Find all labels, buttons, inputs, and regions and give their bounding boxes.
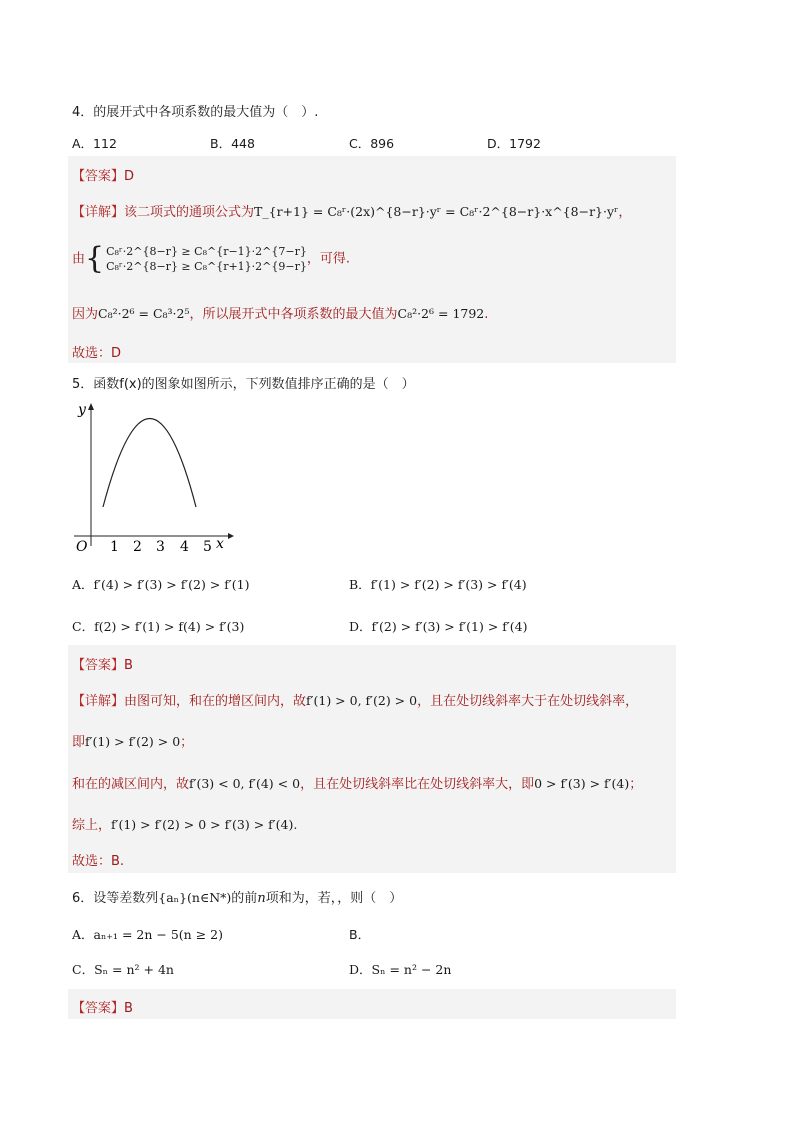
q4-detail-line3 — [72, 303, 488, 322]
q5-detail3-math: f′(3) < 0, f′(4) < 0 — [189, 776, 301, 791]
x-tick-3: 3 — [156, 539, 165, 555]
q5-detail-tag: 【详解】 — [72, 694, 125, 709]
q4-conclusion: 故选：D — [72, 346, 122, 361]
q5-option-a: A．f′(4) > f′(3) > f′(2) > f′(1) — [72, 577, 250, 592]
q5-detail4-prefix: 综上， — [72, 818, 112, 833]
q4-answer-value: D — [124, 169, 135, 184]
q5-detail-line4 — [72, 814, 297, 833]
q4-solution-box — [68, 156, 676, 363]
q5-detail-line2 — [72, 731, 193, 750]
q5-detail-line3 — [72, 773, 642, 792]
q4-general-term-formula: T_{r+1} = C₈ʳ·(2x)^{8−r}·yʳ = C₈ʳ·2^{8−r}·x^{8−r}·yʳ — [254, 204, 619, 219]
q5-detail3-text: 和在的减区间内，故 — [72, 777, 190, 792]
q5-detail1-tail: ，且在处切线斜率大于在处切线斜率， — [417, 694, 639, 709]
q5-option-c: C．f(2) > f′(1) > f(4) > f′(3) — [72, 619, 245, 634]
q4-detail3-end: . — [484, 307, 489, 322]
q6-answer-value: B — [124, 1001, 133, 1016]
q6-stem — [72, 887, 402, 906]
x-tick-1: 1 — [110, 539, 119, 555]
function-curve — [103, 419, 196, 508]
q4-option-a: A．112 — [72, 136, 117, 151]
q5-detail3-mid: ，且在处切线斜率比在处切线斜率大，即 — [300, 777, 535, 792]
q6-solution-box — [68, 989, 676, 1019]
q5-answer — [72, 654, 133, 673]
q4-inequality-1: C₈ʳ·2^{8−r} ≥ C₈^{r−1}·2^{7−r} — [106, 245, 307, 258]
q4-detail3-value: C₈²·2⁶ = 1792 — [397, 306, 485, 321]
q6-answer — [72, 997, 133, 1016]
q4-detail-tag: 【详解】 — [72, 205, 125, 220]
q5-detail3-math2: 0 > f′(3) > f′(4) — [534, 776, 630, 791]
q4-detail2-suffix: ，可得. — [306, 251, 350, 267]
q4-detail3-text: ，所以展开式中各项系数的最大值为 — [189, 307, 398, 322]
q6-option-d: D．Sₙ = n² − 2n — [349, 962, 452, 977]
x-axis-label: x — [216, 536, 224, 552]
q5-detail3-tail: ； — [629, 777, 643, 792]
x-tick-5: 5 — [203, 539, 212, 555]
q5-answer-tag: 【答案】 — [72, 658, 125, 673]
q6-stem-math: {aₙ}(n∈N*) — [158, 890, 232, 905]
q5-option-b: B．f′(1) > f′(2) > f′(3) > f′(4) — [349, 577, 527, 592]
q4-option-c: C．896 — [349, 136, 395, 151]
x-axis-arrow-icon — [228, 533, 234, 539]
q4-system-brace: { — [85, 241, 105, 276]
y-axis-arrow-icon — [88, 403, 94, 410]
q4-answer — [72, 165, 134, 184]
q4-option-b: B．448 — [210, 136, 255, 151]
q5-function-graph — [68, 396, 238, 556]
y-axis-label: y — [78, 402, 86, 418]
q4-detail3-prefix: 因为 — [72, 307, 99, 322]
q4-stem: 4．的展开式中各项系数的最大值为（ ）. — [72, 105, 319, 120]
q4-detail1-suffix: ， — [618, 205, 632, 220]
q5-detail2-tail: ； — [180, 735, 194, 750]
q5-detail1-text: 由图可知，和在的增区间内，故 — [124, 694, 307, 709]
q6-answer-tag: 【答案】 — [72, 1001, 125, 1016]
q6-option-b: B． — [349, 927, 371, 942]
q6-stem-prefix: 6．设等差数列 — [72, 891, 159, 906]
q6-stem-tail: 项和为，若，，则（ ） — [265, 891, 403, 906]
q4-option-d: D．1792 — [487, 136, 541, 151]
q5-detail4-math: f′(1) > f′(2) > 0 > f′(3) > f′(4). — [111, 817, 298, 832]
q5-solution-box — [68, 645, 676, 873]
x-tick-2: 2 — [133, 539, 142, 555]
q4-detail-line1 — [72, 201, 631, 220]
q4-detail1-text: 该二项式的通项公式为 — [124, 205, 255, 220]
q6-stem-n: n — [257, 891, 266, 906]
q4-detail2-prefix: 由 — [72, 251, 86, 267]
q5-option-d: D．f′(2) > f′(3) > f′(1) > f′(4) — [349, 619, 528, 634]
q5-answer-value: B — [124, 658, 133, 673]
q4-inequality-2: C₈ʳ·2^{8−r} ≥ C₈^{r+1}·2^{9−r} — [106, 260, 307, 273]
q5-detail2-math: f′(1) > f′(2) > 0 — [85, 734, 181, 749]
q6-stem-mid: 的前 — [231, 891, 258, 906]
q4-detail-line2 — [72, 241, 350, 276]
q4-inequality-system — [106, 244, 307, 274]
q5-detail2-prefix: 即 — [72, 735, 86, 750]
q4-answer-tag: 【答案】 — [72, 169, 125, 184]
q5-stem: 5．函数f(x)的图象如图所示，下列数值排序正确的是（ ） — [72, 377, 415, 392]
q5-detail-line1 — [72, 690, 638, 709]
x-tick-4: 4 — [180, 539, 189, 555]
q4-detail3-equation: C₈²·2⁶ = C₈³·2⁵ — [98, 306, 190, 321]
q6-option-a: A．aₙ₊₁ = 2n − 5(n ≥ 2) — [72, 927, 223, 942]
q5-detail1-math: f′(1) > 0, f′(2) > 0 — [306, 693, 418, 708]
q6-option-c: C．Sₙ = n² + 4n — [72, 962, 174, 977]
origin-label: O — [76, 539, 88, 555]
q5-conclusion: 故选：B. — [72, 854, 125, 869]
